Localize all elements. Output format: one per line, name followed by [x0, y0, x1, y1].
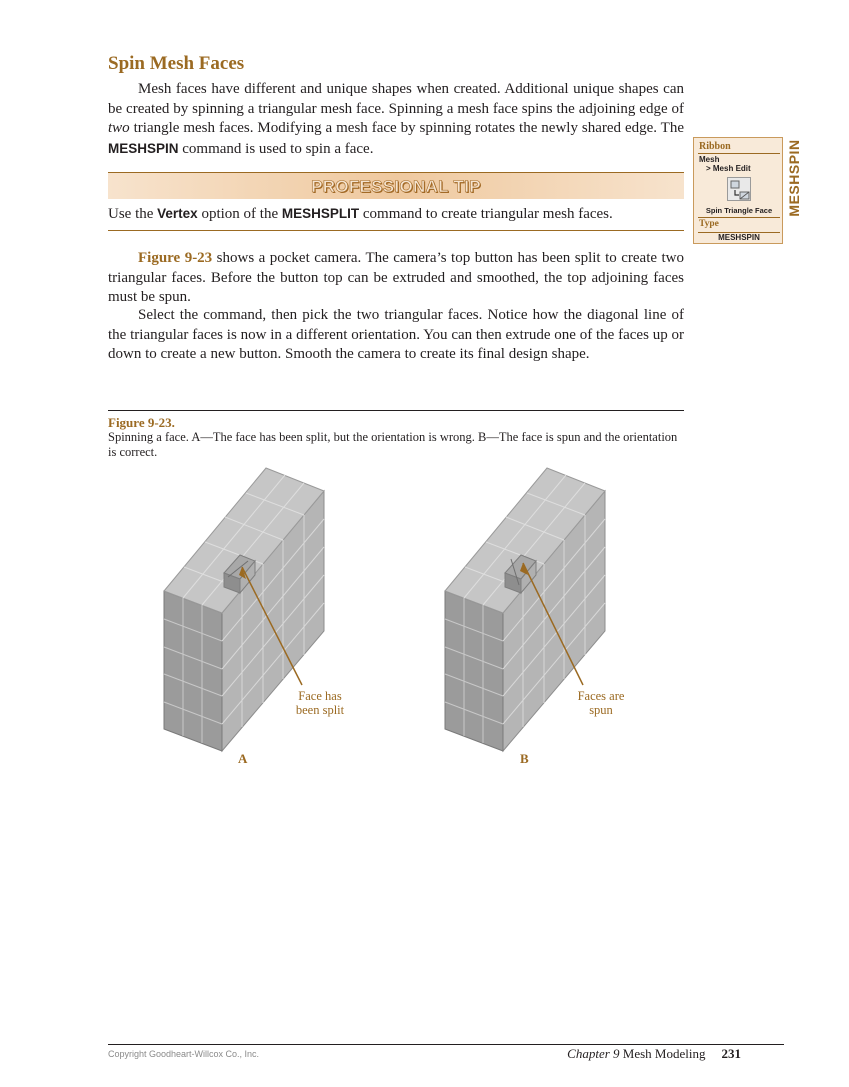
sidebox-divider: [698, 153, 780, 154]
paragraph-select: [108, 306, 684, 365]
page-number: 231: [721, 1046, 741, 1061]
section-heading: Spin Mesh Faces: [108, 53, 245, 74]
sidebox-ribbon-panel: > Mesh Edit: [706, 164, 751, 173]
sidebox-type-label: Type: [699, 219, 719, 229]
figure-caption: Spinning a face. A—The face has been split, but the orientation is wrong. B—The face is spun and the orientation is correct.: [108, 430, 678, 459]
figure-divider: [108, 410, 684, 411]
callout-faces-spun: [556, 689, 646, 717]
callout-b-line2: spun: [589, 703, 613, 717]
sidebox-command: MESHSPIN: [718, 233, 760, 242]
tip-text-1: Use the: [108, 206, 158, 222]
paragraph-figure-ref: [108, 249, 684, 308]
intro-text-2: triangle mesh faces. Modifying a mesh face by spinning rotates the newly shared edge. The: [129, 120, 684, 136]
command-tab: [786, 140, 802, 215]
tip-option: Vertex: [157, 206, 198, 221]
chapter-number: Chapter 9: [567, 1046, 620, 1061]
figref-text: shows a pocket camera. The camera’s top button has been split to create two triangular faces. Before the button top can be extruded and smoothed, the top adjoining faces must be spun.: [108, 250, 684, 305]
sidebox-ribbon-label: Ribbon: [699, 141, 731, 152]
command-sidebox: [693, 137, 783, 244]
figure-part-a-label: A: [238, 751, 248, 766]
chapter-title: Mesh Modeling: [622, 1046, 706, 1061]
command-tab-label: MESHSPIN: [786, 138, 802, 217]
intro-command: MESHSPIN: [108, 140, 179, 156]
figure-reference: Figure 9-23: [138, 250, 213, 266]
callout-face-split: [275, 689, 365, 717]
footer-divider: [108, 1044, 784, 1045]
callout-b-line1: Faces are: [577, 689, 625, 703]
tip-command: MESHSPLIT: [281, 206, 360, 221]
intro-text-1: Mesh faces have different and unique shapes when created. Additional unique shapes can be created by spinning a triangular mesh face. Spinning a mesh face spins the adjoining edge of: [108, 81, 684, 117]
tip-text-2: option of the: [197, 206, 282, 222]
tip-divider: [108, 230, 684, 231]
sidebox-button-label: Spin Triangle Face: [705, 206, 773, 215]
spin-triangle-face-icon: [727, 177, 751, 201]
intro-text-3: command is used to spin a face.: [178, 140, 374, 157]
intro-emphasis: two: [108, 120, 130, 136]
tip-text-3: command to create triangular mesh faces.: [359, 206, 613, 222]
select-text: Select the command, then pick the two triangular faces. Notice how the diagonal line of the triangular faces is now in a different orientation. You can then extrude one of the faces up or down to create a new button. Smooth the camera to create its final design shape.: [108, 307, 684, 362]
running-footer: [567, 1046, 741, 1062]
professional-tip-text: [108, 206, 684, 223]
professional-tip-title: PROFESSIONAL TIP: [311, 177, 481, 196]
figure-illustration: [162, 463, 625, 768]
figure-part-b-label: B: [520, 751, 529, 766]
callout-a-line1: Face has: [298, 689, 342, 703]
sidebox-divider: [698, 217, 780, 218]
paragraph-intro: [108, 80, 684, 159]
sidebox-ribbon-tab: Mesh: [699, 155, 720, 164]
professional-tip-banner: [108, 172, 684, 199]
callout-a-line2: been split: [295, 703, 345, 717]
figure-label: Figure 9-23.: [108, 415, 175, 430]
mesh-camera-illustration: [162, 463, 608, 768]
copyright-notice: Copyright Goodheart-Willcox Co., Inc.: [108, 1049, 260, 1059]
